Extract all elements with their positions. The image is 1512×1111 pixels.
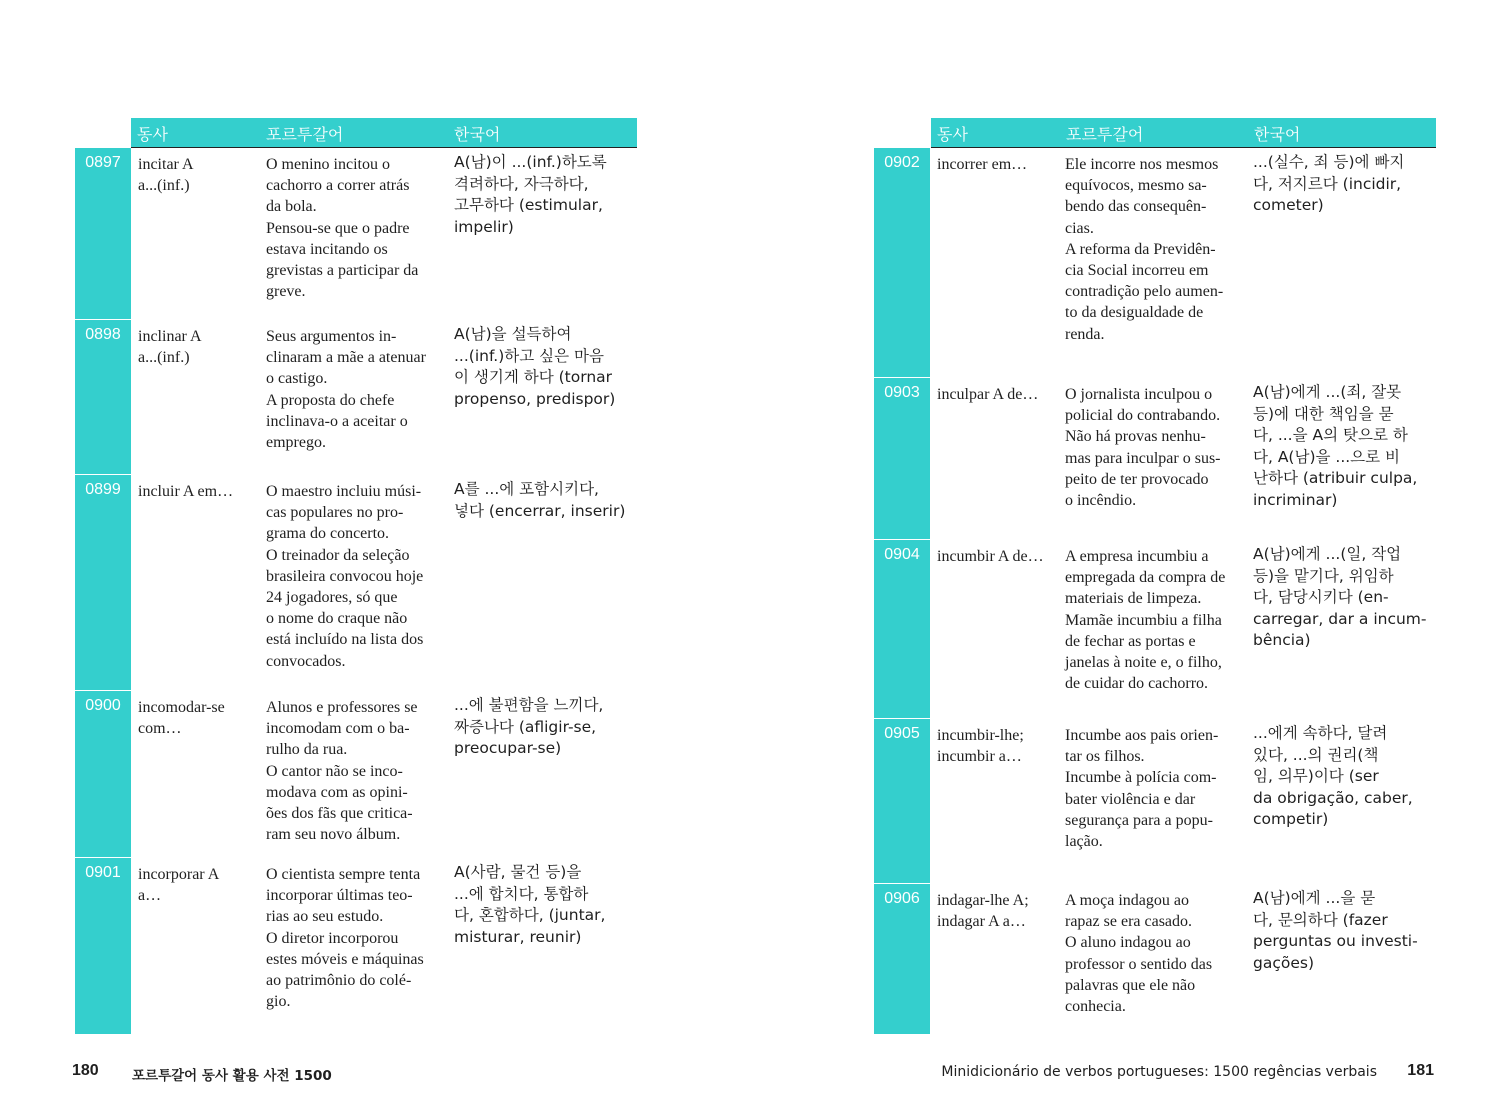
entry-number-bar bbox=[75, 475, 131, 690]
portuguese-example-line: O cantor não se inco- bbox=[266, 762, 403, 780]
korean-meaning bbox=[454, 862, 637, 948]
table-header bbox=[131, 118, 637, 147]
portuguese-example-line: A empresa incumbiu a bbox=[1065, 548, 1209, 565]
portuguese-example-line: to da desigualdade de bbox=[1065, 304, 1204, 322]
korean-meaning-line: 다, A(남)을 ...으로 비 bbox=[1253, 447, 1401, 466]
korean-meaning-line: ...에 불편함을 느끼다, bbox=[454, 696, 604, 714]
entry-number: 0900 bbox=[85, 697, 121, 714]
portuguese-example-line: greve. bbox=[266, 283, 306, 301]
portuguese-example-line: Não há provas nenhu- bbox=[1065, 428, 1206, 446]
portuguese-example-line: policial do contrabando. bbox=[1065, 407, 1221, 425]
portuguese-example-line: brasileira convocou hoje bbox=[266, 567, 424, 585]
verb-phrase bbox=[937, 546, 1059, 567]
korean-meaning-line: impelir) bbox=[454, 217, 514, 236]
portuguese-example-line: Incumbe aos pais orien- bbox=[1065, 727, 1219, 744]
korean-meaning-line: da obrigação, caber, bbox=[1253, 788, 1413, 807]
verb-phrase-line: incumbir A de… bbox=[937, 548, 1044, 565]
korean-meaning-line: A(남)이 ...(inf.)하도록 bbox=[454, 153, 607, 171]
verb-phrase bbox=[138, 697, 260, 739]
entry-number-bar bbox=[75, 320, 131, 474]
entry-number: 0901 bbox=[85, 864, 121, 881]
verb-phrase bbox=[138, 154, 260, 196]
entry-number-bar bbox=[874, 378, 930, 539]
portuguese-example-line: de cuidar do cachorro. bbox=[1065, 675, 1209, 693]
portuguese-example-line: ram seu novo álbum. bbox=[266, 826, 401, 844]
verb-phrase-line: incorrer em… bbox=[937, 156, 1028, 173]
dictionary-entry bbox=[874, 378, 1436, 539]
korean-meaning-line: 다, 문의하다 (fazer bbox=[1253, 910, 1388, 929]
portuguese-example-line: inclinava-o a aceitar o bbox=[266, 412, 408, 430]
korean-meaning-line: 고무하다 (estimular, bbox=[454, 196, 603, 214]
portuguese-example-line: A proposta do chefe bbox=[266, 391, 395, 409]
portuguese-example-line: o nome do craque não bbox=[266, 610, 408, 628]
korean-meaning-line: 짜증나다 (afligir-se, bbox=[454, 717, 597, 736]
dictionary-entry bbox=[75, 148, 637, 319]
dictionary-entry bbox=[75, 320, 637, 474]
korean-meaning-line: misturar, reunir) bbox=[454, 927, 582, 946]
korean-meaning-line: competir) bbox=[1253, 810, 1329, 828]
portuguese-example-line: o castigo. bbox=[266, 370, 328, 388]
entry-number: 0906 bbox=[884, 890, 920, 907]
portuguese-example-line: materiais de limpeza. bbox=[1065, 590, 1202, 608]
korean-meaning-line: carregar, dar a incum- bbox=[1253, 609, 1427, 628]
verb-phrase bbox=[937, 384, 1059, 405]
portuguese-example-line: convocados. bbox=[266, 652, 346, 670]
portuguese-example-line: lação. bbox=[1065, 833, 1103, 851]
portuguese-example-line: janelas à noite e, o filho, bbox=[1065, 654, 1222, 672]
portuguese-example-line: cia Social incorreu em bbox=[1065, 262, 1209, 280]
portuguese-example-line: O menino incitou o bbox=[266, 156, 390, 173]
entry-number: 0905 bbox=[884, 725, 920, 742]
portuguese-example-line: professor o sentido das bbox=[1065, 955, 1213, 973]
portuguese-example bbox=[266, 864, 451, 1012]
header-verb: 동사 bbox=[937, 125, 968, 144]
korean-meaning-line: ...(실수, 죄 등)에 빠지 bbox=[1253, 153, 1405, 171]
korean-meaning-line: 격려하다, 자극하다, bbox=[454, 174, 589, 193]
portuguese-example bbox=[266, 326, 451, 453]
book-title: Minidicionário de verbos portugueses: 1500 regências verbais bbox=[941, 1064, 1377, 1080]
page-number: 181 bbox=[1407, 1062, 1434, 1079]
korean-meaning bbox=[454, 695, 637, 760]
portuguese-example-line: emprego. bbox=[266, 434, 326, 452]
entry-number-bar bbox=[874, 719, 930, 883]
entry-number: 0904 bbox=[884, 546, 920, 563]
portuguese-example bbox=[1065, 725, 1250, 852]
portuguese-example bbox=[1065, 890, 1250, 1017]
portuguese-example-line: o incêndio. bbox=[1065, 492, 1137, 510]
portuguese-example-line: cachorro a correr atrás bbox=[266, 177, 410, 195]
portuguese-example-line: grevistas a participar da bbox=[266, 262, 419, 280]
korean-meaning-line: 등)에 대한 책임을 묻 bbox=[1253, 404, 1394, 423]
entry-number: 0903 bbox=[884, 384, 920, 401]
portuguese-example-line: Incumbe à polícia com- bbox=[1065, 769, 1217, 787]
portuguese-example-line: estes móveis e máquinas bbox=[266, 950, 424, 968]
portuguese-example-line: Alunos e professores se bbox=[266, 699, 418, 716]
header-portuguese: 포르투갈어 bbox=[266, 125, 344, 144]
verb-phrase-line: incluir A em… bbox=[138, 483, 234, 500]
korean-meaning-line: perguntas ou investi- bbox=[1253, 932, 1418, 950]
portuguese-example-line: modava com as opini- bbox=[266, 783, 408, 801]
korean-meaning-line: A(남)에게 ...을 묻 bbox=[1253, 889, 1376, 907]
korean-meaning bbox=[454, 152, 637, 238]
entry-number-bar bbox=[75, 691, 131, 857]
korean-meaning-line: 임, 의무)이다 (ser bbox=[1253, 767, 1379, 785]
verb-phrase-line: incomodar-se bbox=[138, 699, 225, 716]
dictionary-entry bbox=[75, 475, 637, 690]
portuguese-example-line: rias ao seu estudo. bbox=[266, 908, 384, 926]
dictionary-entry bbox=[75, 858, 637, 1034]
korean-meaning-line: 있다, ...의 권리(책 bbox=[1253, 745, 1379, 764]
portuguese-example-line: O diretor incorporou bbox=[266, 929, 399, 947]
verb-phrase-line: indagar-lhe A; bbox=[937, 892, 1029, 909]
entry-number-bar bbox=[874, 148, 930, 377]
korean-meaning-line: 이 생기게 하다 (tornar bbox=[454, 368, 613, 386]
verb-phrase bbox=[937, 725, 1059, 767]
portuguese-example-line: clinaram a mãe a atenuar bbox=[266, 349, 426, 367]
korean-meaning-line: A(남)에게 ...(일, 작업 bbox=[1253, 545, 1402, 563]
entry-number: 0899 bbox=[85, 481, 121, 498]
korean-meaning-line: incriminar) bbox=[1253, 490, 1338, 509]
portuguese-example-line: ões dos fãs que critica- bbox=[266, 805, 413, 823]
entry-number-bar bbox=[75, 858, 131, 1034]
verb-phrase-line: a...(inf.) bbox=[138, 177, 190, 195]
korean-meaning-line: bência) bbox=[1253, 631, 1311, 649]
portuguese-example-line: grama do concerto. bbox=[266, 525, 390, 543]
portuguese-example-line: Mamãe incumbiu a filha bbox=[1065, 611, 1222, 629]
verb-phrase-line: incumbir a… bbox=[937, 748, 1022, 766]
table-header bbox=[931, 118, 1436, 147]
korean-meaning bbox=[454, 324, 637, 410]
verb-phrase bbox=[138, 864, 260, 906]
portuguese-example bbox=[266, 154, 451, 302]
verb-phrase-line: incorporar A bbox=[138, 866, 220, 883]
korean-meaning-line: A(남)에게 ...(죄, 잘못 bbox=[1253, 383, 1402, 401]
verb-phrase-line: indagar A a… bbox=[937, 913, 1026, 931]
korean-meaning bbox=[1253, 723, 1436, 831]
portuguese-example-line: de fechar as portas e bbox=[1065, 632, 1196, 650]
portuguese-example-line: incorporar últimas teo- bbox=[266, 887, 413, 905]
korean-meaning bbox=[454, 479, 637, 522]
portuguese-example-line: tar os filhos. bbox=[1065, 748, 1145, 766]
portuguese-example-line: está incluído na lista dos bbox=[266, 631, 424, 649]
right-page bbox=[756, 0, 1512, 1111]
portuguese-example-line: bendo das consequên- bbox=[1065, 198, 1207, 216]
portuguese-example-line: gio. bbox=[266, 993, 291, 1011]
korean-meaning-line: 등)을 맡기다, 위임하 bbox=[1253, 566, 1394, 585]
korean-meaning-line: A를 ...에 포함시키다, bbox=[454, 480, 599, 498]
verb-phrase-line: a...(inf.) bbox=[138, 349, 190, 367]
verb-phrase-line: incumbir-lhe; bbox=[937, 727, 1024, 744]
portuguese-example-line: contradição pelo aumen- bbox=[1065, 283, 1224, 301]
entry-number: 0902 bbox=[884, 154, 920, 171]
portuguese-example-line: palavras que ele não bbox=[1065, 976, 1196, 994]
portuguese-example-line: O jornalista inculpou o bbox=[1065, 386, 1213, 403]
portuguese-example-line: Seus argumentos in- bbox=[266, 328, 397, 345]
portuguese-example-line: A moça indagou ao bbox=[1065, 892, 1189, 909]
korean-meaning-line: A(남)을 설득하여 bbox=[454, 325, 572, 343]
korean-meaning-line: 다, 담당시키다 (en- bbox=[1253, 588, 1389, 606]
portuguese-example-line: O aluno indagou ao bbox=[1065, 934, 1191, 952]
korean-meaning-line: propenso, predispor) bbox=[454, 389, 616, 408]
verb-phrase-line: com… bbox=[138, 720, 182, 738]
korean-meaning bbox=[1253, 152, 1436, 217]
korean-meaning-line: ...(inf.)하고 싶은 마음 bbox=[454, 346, 604, 365]
entry-number-bar bbox=[874, 540, 930, 718]
korean-meaning-line: gações) bbox=[1253, 953, 1315, 972]
korean-meaning-line: ...에게 속하다, 달려 bbox=[1253, 724, 1388, 742]
portuguese-example-line: O maestro incluiu músi- bbox=[266, 483, 422, 500]
entry-number-bar bbox=[75, 148, 131, 319]
portuguese-example-line: A reforma da Previdên- bbox=[1065, 240, 1216, 258]
portuguese-example-line: Pensou-se que o padre bbox=[266, 219, 410, 237]
portuguese-example-line: cias. bbox=[1065, 219, 1094, 237]
dictionary-entry bbox=[874, 719, 1436, 883]
verb-phrase-line: inculpar A de… bbox=[937, 386, 1039, 403]
portuguese-example-line: cas populares no pro- bbox=[266, 504, 404, 522]
header-verb: 동사 bbox=[137, 125, 168, 144]
verb-phrase-line: a… bbox=[138, 887, 162, 905]
portuguese-example-line: O cientista sempre tenta bbox=[266, 866, 421, 883]
verb-phrase-line: inclinar A bbox=[138, 328, 202, 345]
portuguese-example bbox=[266, 697, 451, 845]
entry-number: 0897 bbox=[85, 154, 121, 171]
portuguese-example-line: da bola. bbox=[266, 198, 317, 216]
dictionary-entry bbox=[874, 540, 1436, 718]
portuguese-example-line: incomodam com o ba- bbox=[266, 720, 410, 738]
korean-meaning-line: 넣다 (encerrar, inserir) bbox=[454, 501, 626, 520]
dictionary-entry bbox=[874, 148, 1436, 377]
portuguese-example-line: peito de ter provocado bbox=[1065, 470, 1209, 488]
header-portuguese: 포르투갈어 bbox=[1066, 125, 1144, 144]
portuguese-example-line: ao patrimônio do colé- bbox=[266, 972, 412, 990]
portuguese-example bbox=[266, 481, 451, 672]
verb-phrase bbox=[138, 481, 260, 502]
portuguese-example-line: rulho da rua. bbox=[266, 741, 348, 759]
portuguese-example-line: bater violência e dar bbox=[1065, 790, 1196, 808]
portuguese-example-line: O treinador da seleção bbox=[266, 546, 410, 564]
portuguese-example bbox=[1065, 546, 1250, 694]
portuguese-example-line: empregada da compra de bbox=[1065, 569, 1226, 587]
korean-meaning bbox=[1253, 888, 1436, 974]
entry-number-bar bbox=[874, 884, 930, 1034]
korean-meaning-line: A(사람, 물건 등)을 bbox=[454, 863, 582, 881]
portuguese-example-line: estava incitando os bbox=[266, 240, 388, 258]
verb-phrase-line: incitar A bbox=[138, 156, 194, 173]
korean-meaning bbox=[1253, 382, 1436, 511]
korean-meaning bbox=[1253, 544, 1436, 652]
korean-meaning-line: 다, 혼합하다, (juntar, bbox=[454, 906, 606, 924]
portuguese-example-line: rapaz se era casado. bbox=[1065, 913, 1193, 931]
korean-meaning-line: 다, ...을 A의 탓으로 하 bbox=[1253, 426, 1408, 444]
page-number: 180 bbox=[72, 1062, 99, 1079]
verb-phrase bbox=[937, 890, 1059, 932]
dictionary-entry bbox=[75, 691, 637, 857]
verb-phrase bbox=[937, 154, 1059, 175]
verb-phrase bbox=[138, 326, 260, 368]
korean-meaning-line: 다, 저지르다 (incidir, bbox=[1253, 174, 1402, 193]
portuguese-example-line: 24 jogadores, só que bbox=[266, 589, 398, 607]
portuguese-example-line: Ele incorre nos mesmos bbox=[1065, 156, 1219, 173]
book-title: 포르투갈어 동사 활용 사전 1500 bbox=[132, 1068, 332, 1084]
portuguese-example-line: mas para inculpar o sus- bbox=[1065, 449, 1221, 467]
portuguese-example-line: conhecia. bbox=[1065, 998, 1126, 1016]
korean-meaning-line: preocupar-se) bbox=[454, 739, 562, 757]
korean-meaning-line: 난하다 (atribuir culpa, bbox=[1253, 469, 1418, 487]
entry-number: 0898 bbox=[85, 326, 121, 343]
korean-meaning-line: cometer) bbox=[1253, 196, 1324, 214]
portuguese-example bbox=[1065, 154, 1250, 345]
dictionary-entry bbox=[874, 884, 1436, 1034]
header-korean: 한국어 bbox=[454, 125, 501, 144]
korean-meaning-line: ...에 합치다, 통합하 bbox=[454, 884, 589, 903]
header-korean: 한국어 bbox=[1254, 125, 1301, 144]
portuguese-example-line: segurança para a popu- bbox=[1065, 811, 1213, 829]
portuguese-example-line: renda. bbox=[1065, 325, 1105, 343]
portuguese-example bbox=[1065, 384, 1250, 511]
portuguese-example-line: equívocos, mesmo sa- bbox=[1065, 177, 1207, 195]
